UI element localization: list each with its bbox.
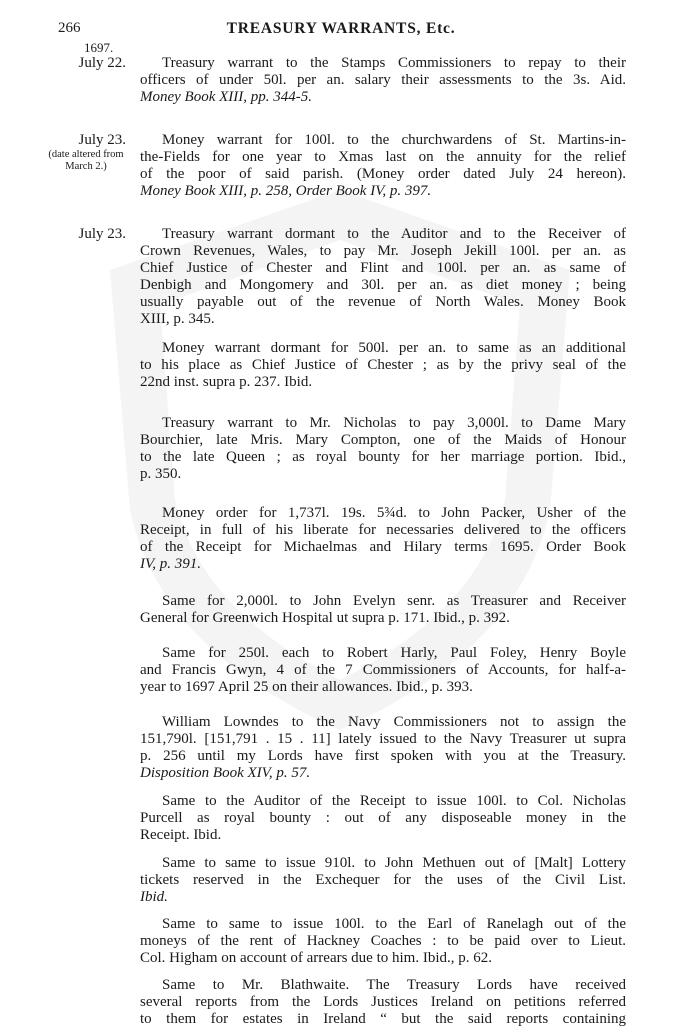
- entry-line: Denbigh and Mongomery and 30l. per an. as diet money ; being: [140, 277, 626, 293]
- entry-line: Money Book XIII, p. 258, Order Book IV, p. 397.: [140, 183, 432, 199]
- entry-line: Disposition Book XIV, p. 57.: [140, 765, 311, 781]
- entry-text: [140, 916, 626, 967]
- entry-text: [140, 415, 626, 483]
- entry-line: Bourchier, late Mris. Mary Compton, one of the Maids of Honour: [140, 432, 626, 448]
- entry-text: [140, 55, 626, 106]
- entry-line: Treasury warrant dormant to the Auditor and to the Receiver of: [162, 226, 626, 242]
- entry-text: [140, 977, 626, 1028]
- entry-line: to the late Queen ; as royal bounty for her marriage portion. Ibid.,: [140, 449, 626, 465]
- entry-line: Treasury warrant to Mr. Nicholas to pay 3,000l. to Dame Mary: [162, 415, 626, 431]
- entry-text: [140, 855, 626, 906]
- entry-line: tickets reserved in the Exchequer for the uses of the Civil List.: [140, 872, 626, 888]
- entry-text: [140, 793, 626, 844]
- entry-line: Col. Higham on account of arrears due to him. Ibid., p. 62.: [140, 950, 493, 966]
- entry-line: Money warrant for 100l. to the churchwardens of St. Martins-in-: [162, 132, 626, 148]
- entry-line: Treasury warrant to the Stamps Commissioners to repay to their: [162, 55, 626, 71]
- entry-line: of the Receipt for Michaelmas and Hilary terms 1695. Order Book: [140, 539, 626, 555]
- entry-line: year to 1697 April 25 on their allowances. Ibid., p. 393.: [140, 679, 473, 695]
- entry-line: officers of under 50l. per an. salary their assessments to the 3s. Aid.: [140, 72, 626, 88]
- entry-line: Same for 2,000l. to John Evelyn senr. as Treasurer and Receiver: [162, 593, 626, 609]
- entry-line: to his place as Chief Justice of Chester ; as by the privy seal of the: [140, 357, 626, 373]
- entry-line: the-Fields for one year to Xmas last on the annuity for the relief: [140, 149, 626, 165]
- entry-line: Money warrant dormant for 500l. per an. to same as an additional: [162, 340, 626, 356]
- entry-date: July 23.: [78, 226, 126, 242]
- entry-line: Same to same to issue 100l. to the Earl of Ranelagh out of the: [162, 916, 626, 932]
- entry-line: p. 256 until my Lords have first spoken with you at the Treasury.: [140, 748, 626, 764]
- entry-line: Same to Mr. Blathwaite. The Treasury Lords have received: [162, 977, 626, 993]
- entry-line: IV, p. 391.: [140, 556, 201, 572]
- entry-line: Purcell as royal bounty : out of any disposeable money in the: [140, 810, 626, 826]
- entry-text: [140, 714, 626, 782]
- entry-line: p. 350.: [140, 466, 182, 482]
- entry-line: Money Book XIII, pp. 344-5.: [140, 89, 313, 105]
- entry-line: XIII, p. 345.: [140, 311, 215, 327]
- entry-text: [140, 505, 626, 573]
- year-label: 1697.: [84, 40, 114, 55]
- entry-date: July 22.: [78, 55, 126, 71]
- page-number: 266: [58, 20, 81, 36]
- entry-line: Same to the Auditor of the Receipt to issue 100l. to Col. Nicholas: [162, 793, 626, 809]
- page-header: [58, 20, 624, 42]
- entry-line: Crown Revenues, Wales, to pay Mr. Joseph Jekill 100l. per an. as: [140, 243, 626, 259]
- entry-line: Same to same to issue 910l. to John Methuen out of [Malt] Lottery: [162, 855, 626, 871]
- running-title: TREASURY WARRANTS, Etc.: [226, 20, 456, 37]
- entry-text: [140, 226, 626, 328]
- entry-line: 22nd inst. supra p. 237. Ibid.: [140, 374, 313, 390]
- entry-line: of the poor of said parish. (Money order dated July 24 hereon).: [140, 166, 626, 182]
- entry-line: to them for estates in Ireland “ but the said reports containing: [140, 1011, 626, 1027]
- entry-line: Ibid.: [140, 889, 168, 905]
- entry-line: Receipt, in full of his liberate for necessaries delivered to the officers: [140, 522, 626, 538]
- entry-date: July 23.: [78, 132, 126, 148]
- entry-line: General for Greenwich Hospital ut supra p. 171. Ibid., p. 392.: [140, 610, 510, 626]
- entry-line: usually payable out of the revenue of North Wales. Money Book: [140, 294, 626, 310]
- entry-text: [140, 132, 626, 200]
- entry-line: several reports from the Lords Justices Ireland on petitions referred: [140, 994, 626, 1010]
- entry-line: William Lowndes to the Navy Commissioners not to assign the: [162, 714, 626, 730]
- entry-line: 151,790l. [151,791 . 15 . 11] lately issued to the Navy Treasurer ut supra: [140, 731, 626, 747]
- entry-line: and Francis Gwyn, 4 of the 7 Commissioners of Accounts, for half-a-: [140, 662, 626, 678]
- entry-line: Money order for 1,737l. 19s. 5¾d. to John Packer, Usher of the: [162, 505, 626, 521]
- entry-line: Receipt. Ibid.: [140, 827, 222, 843]
- entry-date-note: (date altered from March 2.): [48, 149, 124, 172]
- entry-text: [140, 645, 626, 696]
- entry-line: Same for 250l. each to Robert Harly, Paul Foley, Henry Boyle: [162, 645, 626, 661]
- entry-text: [140, 340, 626, 391]
- entry-line: Chief Justice of Chester and Flint and 100l. per an. as same of: [140, 260, 626, 276]
- entry-line: moneys of the rent of Hackney Coaches : to be paid over to Lieut.: [140, 933, 626, 949]
- entry-text: [140, 593, 626, 627]
